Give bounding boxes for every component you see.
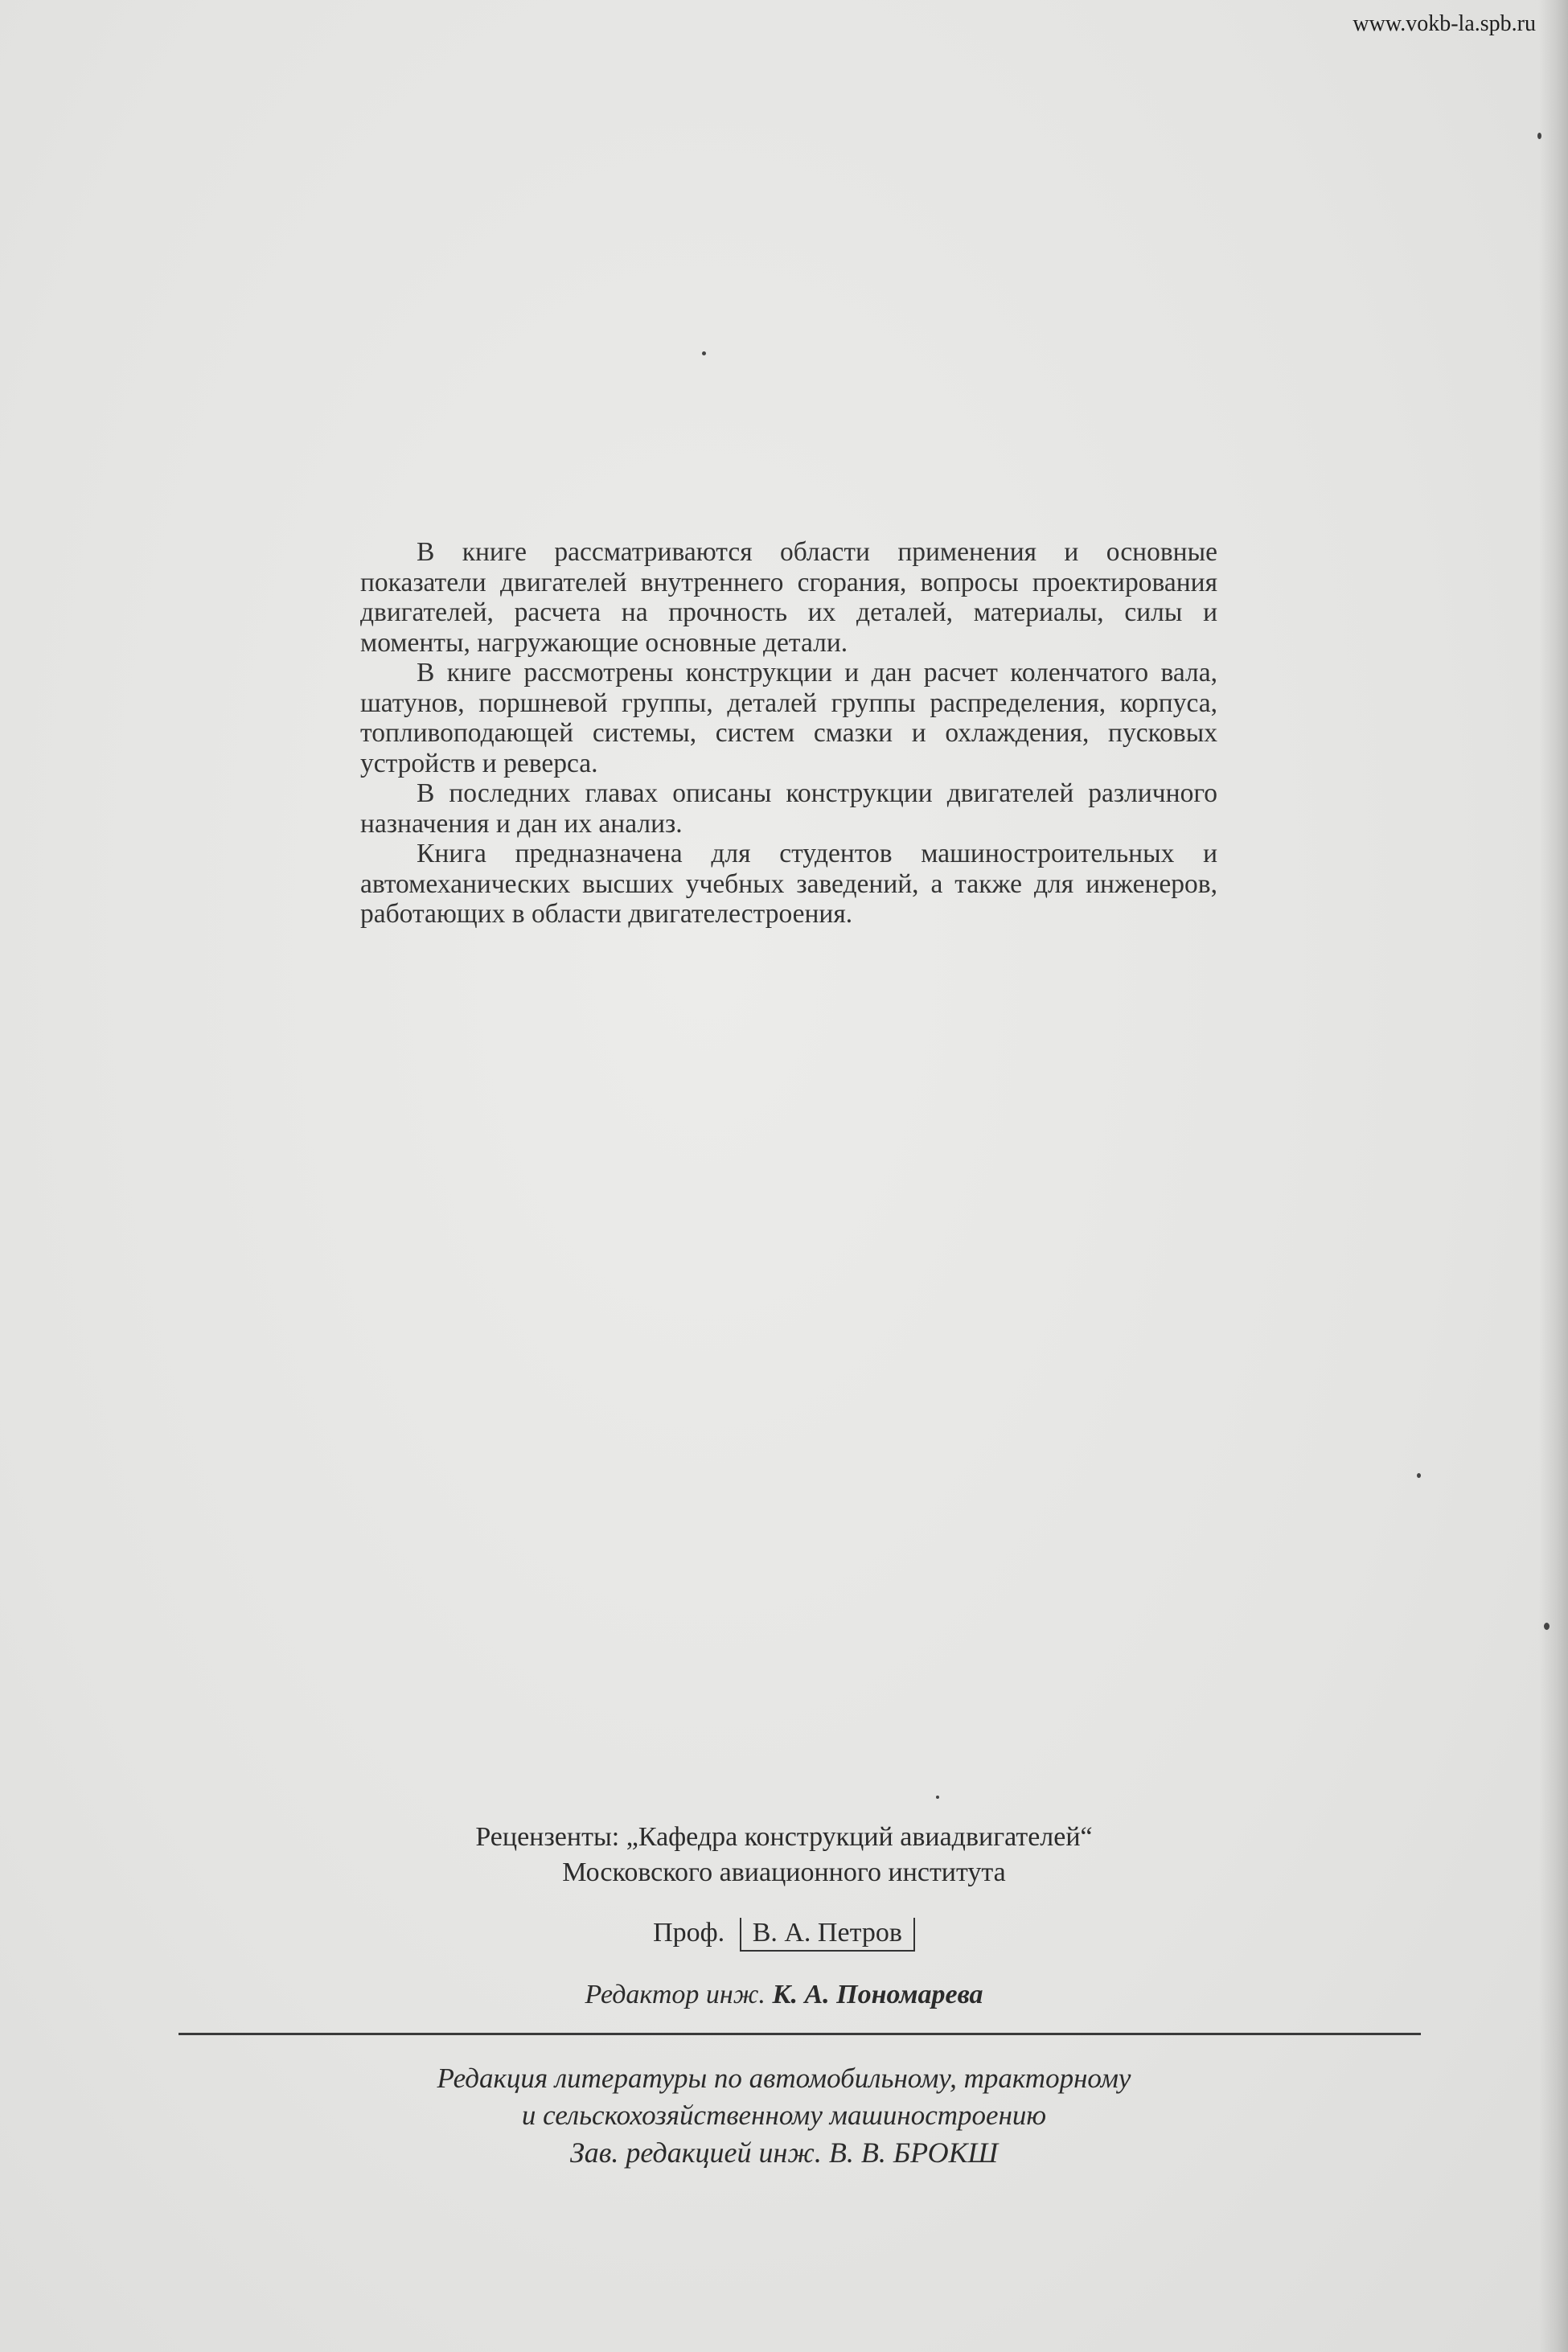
annotation-paragraph-2: В книге рассмотрены конструкции и дан расчет коленчатого вала, шатунов, поршневой группы, деталей группы распределения, корпуса, топливоподающей системы, систем смазки и охлаждения, пусковых устройств и реверса. (360, 658, 1217, 778)
professor-name-box (740, 1918, 915, 1952)
reviewers-line-1: Рецензенты: „Кафедра конструкций авиадвигателей“ (475, 1822, 1093, 1852)
annotation-paragraph-3: В последних главах описаны конструкции двигателей различного назначения и дан их анализ. (360, 778, 1217, 839)
scan-speck (1544, 1623, 1550, 1630)
reviewers-line-2: Московского авиационного института (562, 1857, 1006, 1887)
professor-line (0, 1918, 1568, 1952)
professor-name: В. А. Петров (752, 1918, 902, 1948)
scan-speck (936, 1796, 939, 1799)
manager-line: Зав. редакцией инж. В. В. БРОКШ (569, 2137, 999, 2169)
editor-prefix: Редактор инж. (585, 1980, 766, 2009)
publisher-line-2: и сельскохозяйственному машиностроению (521, 2100, 1047, 2131)
publisher-line-1: Редакция литературы по автомобильному, тракторному (437, 2063, 1131, 2094)
watermark: www.vokb-la.spb.ru (1353, 11, 1536, 36)
scan-speck (1537, 133, 1541, 139)
reviewers (0, 1820, 1568, 1890)
scan-speck (1417, 1473, 1421, 1478)
horizontal-rule (179, 2033, 1421, 2035)
annotation-paragraph-1: В книге рассматриваются области применения и основные показатели двигателей внутреннего сгорания, вопросы проектирования двигателей, расчета на прочность их деталей, материалы, силы и моменты, нагружающие основные детали. (360, 537, 1217, 658)
annotation-paragraph-4: Книга предназначена для студентов машиностроительных и автомеханических высших учебных заведений, а также для инженеров, работающих в области двигателестроения. (360, 839, 1217, 929)
editor-name: К. А. Пономарева (772, 1980, 983, 2009)
scan-speck (702, 351, 706, 355)
editor-line (0, 1980, 1568, 2010)
publisher-block (0, 2060, 1568, 2134)
professor-title: Проф. (653, 1918, 725, 1948)
annotation (360, 537, 1217, 930)
